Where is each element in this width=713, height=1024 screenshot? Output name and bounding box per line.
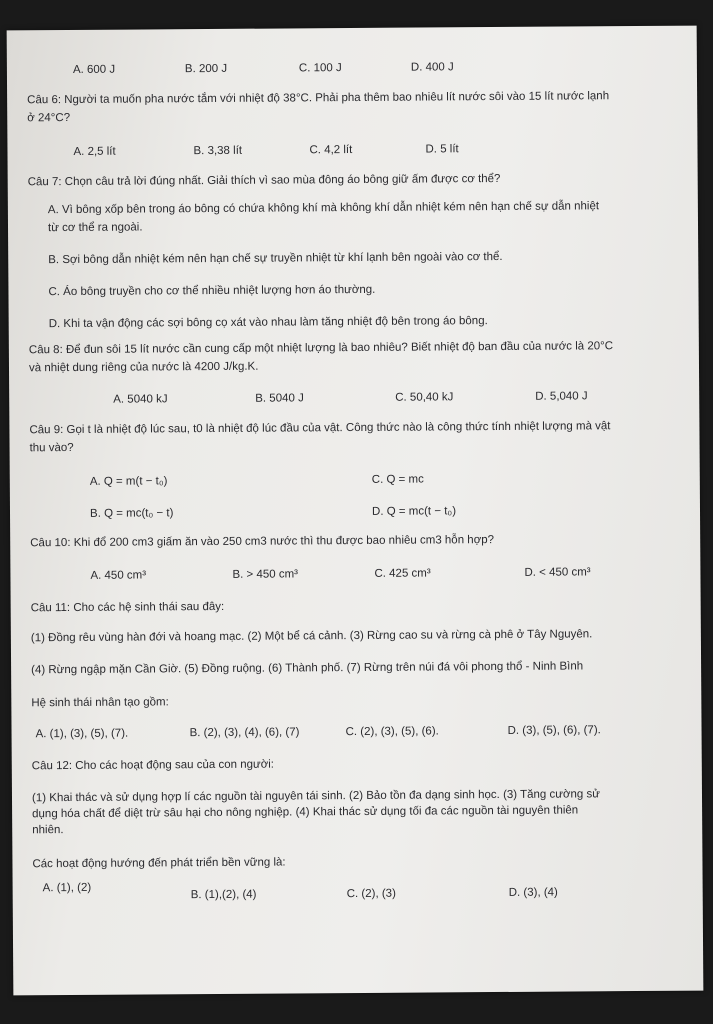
q5-option-c: C. 100 J [298, 62, 342, 75]
q8-stem-line1: Câu 8: Để đun sôi 15 lít nước cần cung cấp một nhiệt lượng là bao nhiêu? Biết nhiệt độ ban đầu của nước là 20°C [28, 340, 614, 357]
q11-option-d: D. (3), (5), (6), (7). [507, 724, 601, 737]
q7-option-d: D. Khi ta vận động các sợi bông cọ xát vào nhau làm tăng nhiệt độ bên trong áo bông. [48, 315, 488, 331]
q6-stem-line2: ở 24°C? [27, 111, 71, 125]
q11-line1: (1) Đồng rêu vùng hàn đới và hoang mạc. (2) Một bể cá cảnh. (3) Rừng cao su và rừng cà phê ở Tây Nguyên. [30, 628, 593, 645]
q11-question: Hệ sinh thái nhân tạo gồm: [31, 696, 169, 710]
q10-option-d: D. < 450 cm³ [524, 566, 591, 579]
q6-stem-line1: Câu 6: Người ta muốn pha nước tắm với nhiệt độ 38°C. Phải pha thêm bao nhiêu lít nước sôi vào 15 lít nước lạnh [27, 90, 610, 107]
q5-option-d: D. 400 J [410, 61, 454, 74]
q5-option-a: A. 600 J [72, 63, 116, 76]
q12-question: Các hoạt động hướng đến phát triển bền vững là: [32, 856, 286, 871]
paper-content [7, 26, 704, 996]
q10-option-a: A. 450 cm³ [90, 569, 147, 582]
q9-option-a: A. Q = m(t − t₀) [89, 475, 168, 488]
q6-option-c: C. 4,2 lít [309, 144, 353, 157]
q8-option-d: D. 5,040 J [535, 390, 588, 403]
q8-option-c: C. 50,40 kJ [395, 391, 454, 404]
q7-option-a-line1: A. Vì bông xốp bên trong áo bông có chứa không khí mà không khí dẫn nhiệt kém nên hạn chế sự dẫn nhiệt [47, 200, 600, 217]
q5-option-b: B. 200 J [184, 62, 228, 76]
q12-option-c: C. (2), (3) [346, 887, 396, 901]
exam-paper [7, 26, 704, 996]
q7-option-c: C. Áo bông truyền cho cơ thể nhiều nhiệt lượng hơn áo thường. [48, 283, 376, 299]
q12-line3: nhiên. [32, 824, 64, 837]
q12-option-b: B. (1),(2), (4) [190, 888, 257, 902]
q9-stem-line1: Câu 9: Gọi t là nhiệt độ lúc sau, t0 là nhiệt độ lúc đầu của vật. Công thức nào là công thức tính nhiệt lượng mà vật [29, 420, 611, 437]
q12-stem: Câu 12: Cho các hoạt động sau của con người: [31, 758, 275, 773]
q12-option-d: D. (3), (4) [508, 886, 558, 899]
q8-option-a: A. 5040 kJ [113, 393, 168, 406]
q10-option-c: C. 425 cm³ [374, 567, 431, 580]
q10-option-b: B. > 450 cm³ [232, 568, 299, 581]
q8-option-b: B. 5040 J [255, 392, 304, 405]
q12-line2: dụng hóa chất để diệt trừ sâu hại cho nông nghiệp. (4) Khai thác sử dụng tối đa các nguồn tài nguyên thiên [32, 804, 579, 821]
q6-option-a: A. 2,5 lít [73, 145, 116, 158]
q7-option-a-line2: từ cơ thể ra ngoài. [47, 221, 143, 235]
q9-stem-line2: thu vào? [29, 441, 74, 455]
q11-option-a: A. (1), (3), (5), (7). [35, 727, 129, 741]
q11-option-c: C. (2), (3), (5), (6). [345, 725, 439, 739]
q7-option-b: B. Sợi bông dẫn nhiệt kém nên hạn chế sự truyền nhiệt từ khí lạnh bên ngoài vào cơ thể. [48, 250, 503, 267]
q11-line2: (4) Rừng ngập mặn Cần Giờ. (5) Đồng ruộng. (6) Thành phố. (7) Rừng trên núi đá vôi phong thổ - Ninh Bình [31, 660, 584, 677]
q9-option-c: C. Q = mc [371, 473, 424, 486]
q12-line1: (1) Khai thác và sử dụng hợp lí các nguồn tài nguyên tái sinh. (2) Bảo tồn đa dạng sinh học. (3) Tăng cường sử [31, 788, 600, 805]
q9-option-b: B. Q = mc(t₀ − t) [89, 507, 174, 520]
q10-stem: Câu 10: Khi đổ 200 cm3 giấm ăn vào 250 cm3 nước thì thu được bao nhiêu cm3 hỗn hợp? [30, 534, 495, 550]
q11-option-b: B. (2), (3), (4), (6), (7) [189, 726, 300, 740]
q9-option-d: D. Q = mc(t − t₀) [371, 505, 457, 518]
q11-stem: Câu 11: Cho các hệ sinh thái sau đây: [30, 600, 225, 615]
q7-stem: Câu 7: Chọn câu trả lời đúng nhất. Giải thích vì sao mùa đông áo bông giữ ấm được cơ thể? [27, 172, 501, 189]
q12-option-a: A. (1), (2) [42, 881, 92, 895]
q6-option-d: D. 5 lít [425, 143, 459, 156]
q8-stem-line2: và nhiệt dung riêng của nước là 4200 J/kg.K. [28, 360, 259, 375]
q6-option-b: B. 3,38 lít [193, 144, 243, 158]
